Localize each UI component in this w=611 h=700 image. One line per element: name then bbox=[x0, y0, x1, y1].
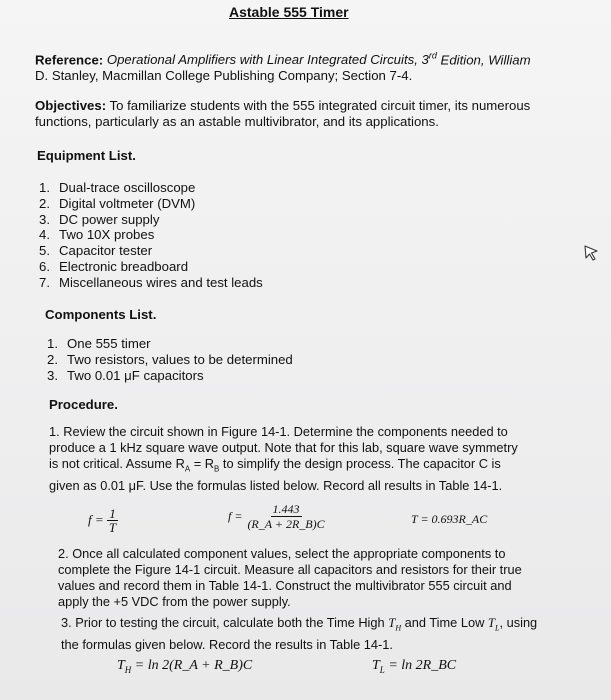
step2-line1: 2. Once all calculated component values, select the appropriate components to bbox=[58, 546, 506, 561]
list-text: Two resistors, values to be determined bbox=[67, 351, 293, 367]
page-title: Astable 555 Timer bbox=[229, 4, 349, 20]
th-symbol: T bbox=[388, 616, 396, 630]
fraction bbox=[245, 503, 326, 531]
equipment-heading: Equipment List. bbox=[37, 148, 136, 163]
list-text: Two 0.01 μF capacitors bbox=[67, 367, 204, 383]
reference-book-title: Operational Amplifiers with Linear Integrated Circuits, 3 bbox=[106, 52, 429, 68]
step2-line2: complete the Figure 14-1 circuit. Measure all capacitors and resistors for their true bbox=[58, 562, 522, 577]
formula-rhs: = ln 2R_BC bbox=[388, 658, 457, 673]
list-number: 2. bbox=[47, 351, 58, 367]
numerator: 1 bbox=[109, 506, 116, 521]
formula-sub: L bbox=[379, 664, 385, 675]
list-item bbox=[47, 336, 293, 352]
procedure-heading: Procedure. bbox=[49, 397, 118, 412]
formula-lhs: T bbox=[372, 658, 380, 673]
mouse-pointer-icon bbox=[583, 245, 599, 261]
list-number: 2. bbox=[39, 195, 50, 211]
denominator: (R_A + 2R_B)C bbox=[247, 517, 325, 531]
list-number: 1. bbox=[39, 180, 50, 195]
reference-sup: rd bbox=[428, 51, 437, 61]
list-text: Electronic breadboard bbox=[59, 258, 189, 274]
objectives-paragraph bbox=[35, 98, 605, 130]
objectives-line1: To familiarize students with the 555 integrated circuit timer, its numerous bbox=[106, 98, 531, 113]
list-text: One 555 timer bbox=[67, 336, 151, 351]
numerator: 1.443 bbox=[272, 502, 300, 516]
list-number: 3. bbox=[39, 211, 50, 227]
list-item bbox=[39, 212, 263, 228]
step1-line3-b: = R bbox=[190, 456, 215, 471]
list-item bbox=[47, 368, 293, 384]
reference-book bbox=[107, 52, 437, 67]
tl-sub: L bbox=[495, 623, 500, 633]
tl-symbol: T bbox=[487, 616, 496, 630]
list-text: DC power supply bbox=[59, 211, 160, 227]
sub-a: A bbox=[184, 464, 191, 474]
step1-line3-a: is not critical. Assume R bbox=[49, 456, 185, 471]
formula-time-low bbox=[372, 658, 456, 675]
list-number: 5. bbox=[39, 243, 50, 259]
list-number: 7. bbox=[39, 274, 50, 290]
step3-line1 bbox=[61, 615, 606, 637]
components-list bbox=[47, 336, 293, 383]
list-item bbox=[47, 352, 293, 368]
sub-b: B bbox=[214, 464, 220, 474]
reference-line2: D. Stanley, Macmillan College Publishing Company; Section 7-4. bbox=[35, 68, 413, 84]
formula-lhs: T bbox=[117, 658, 125, 673]
list-item bbox=[39, 275, 263, 291]
step1-line3 bbox=[49, 456, 604, 478]
step1-line4: given as 0.01 μF. Use the formulas listed below. Record all results in Table 14-1. bbox=[49, 477, 503, 493]
formula-rhs: = ln 2(R_A + R_B)C bbox=[134, 658, 253, 673]
procedure-step-2 bbox=[58, 546, 603, 610]
list-text: Two 10X probes bbox=[59, 227, 155, 243]
list-text: Miscellaneous wires and test leads bbox=[59, 274, 263, 290]
step2-line3: values and record them in Table 14-1. Construct the multivibrator 555 circuit and bbox=[58, 578, 512, 593]
fraction bbox=[107, 507, 118, 535]
list-number: 1. bbox=[47, 336, 58, 351]
denominator: T bbox=[108, 520, 117, 535]
list-item bbox=[39, 243, 263, 259]
equipment-list bbox=[39, 180, 263, 291]
objectives-line2: functions, particularly as an astable multivibrator, and its applications. bbox=[35, 114, 439, 129]
list-number: 4. bbox=[39, 227, 50, 243]
step1-line3-c: to simplify the design process. The capacitor C is bbox=[219, 456, 501, 471]
step2-line4: apply the +5 VDC from the power supply. bbox=[58, 594, 291, 609]
th-sub: H bbox=[395, 623, 402, 633]
list-number: 6. bbox=[39, 258, 50, 274]
formula-lhs: f = bbox=[88, 511, 104, 527]
step1-line1: 1. Review the circuit shown in Figure 14-1. Determine the components needed to bbox=[49, 424, 508, 439]
formula-f-period bbox=[88, 507, 118, 535]
formula-f-components bbox=[228, 503, 327, 531]
list-text: Capacitor tester bbox=[59, 243, 153, 259]
list-number: 3. bbox=[47, 367, 58, 383]
formula-t: T = 0.693R_AC bbox=[411, 512, 488, 526]
step3-line1-a: 3. Prior to testing the circuit, calculate both the Time High bbox=[61, 615, 389, 630]
step3-line2: the formulas given below. Record the results in Table 14-1. bbox=[61, 636, 393, 652]
reference-label: Reference: bbox=[35, 52, 104, 68]
step3-line1-c: , using bbox=[499, 615, 538, 630]
reference-paragraph bbox=[35, 48, 595, 84]
list-text: Digital voltmeter (DVM) bbox=[59, 195, 196, 211]
list-text: Dual-trace oscilloscope bbox=[59, 180, 196, 195]
objectives-label: Objectives: bbox=[35, 98, 107, 113]
reference-edition: Edition, William bbox=[436, 52, 531, 68]
formula-lhs: f = bbox=[228, 508, 243, 523]
list-item bbox=[39, 196, 263, 212]
components-heading: Components List. bbox=[45, 307, 157, 322]
step1-line2: produce a 1 kHz square wave output. Note that for this lab, square wave symmetry bbox=[49, 440, 518, 455]
formula-sub: H bbox=[124, 664, 132, 675]
list-item bbox=[39, 180, 263, 196]
formula-time-high bbox=[117, 658, 252, 675]
list-item bbox=[39, 227, 263, 243]
procedure-step-1 bbox=[49, 424, 604, 494]
procedure-step-3 bbox=[61, 615, 606, 653]
step3-line1-b: and Time Low bbox=[401, 615, 488, 630]
list-item bbox=[39, 259, 263, 275]
